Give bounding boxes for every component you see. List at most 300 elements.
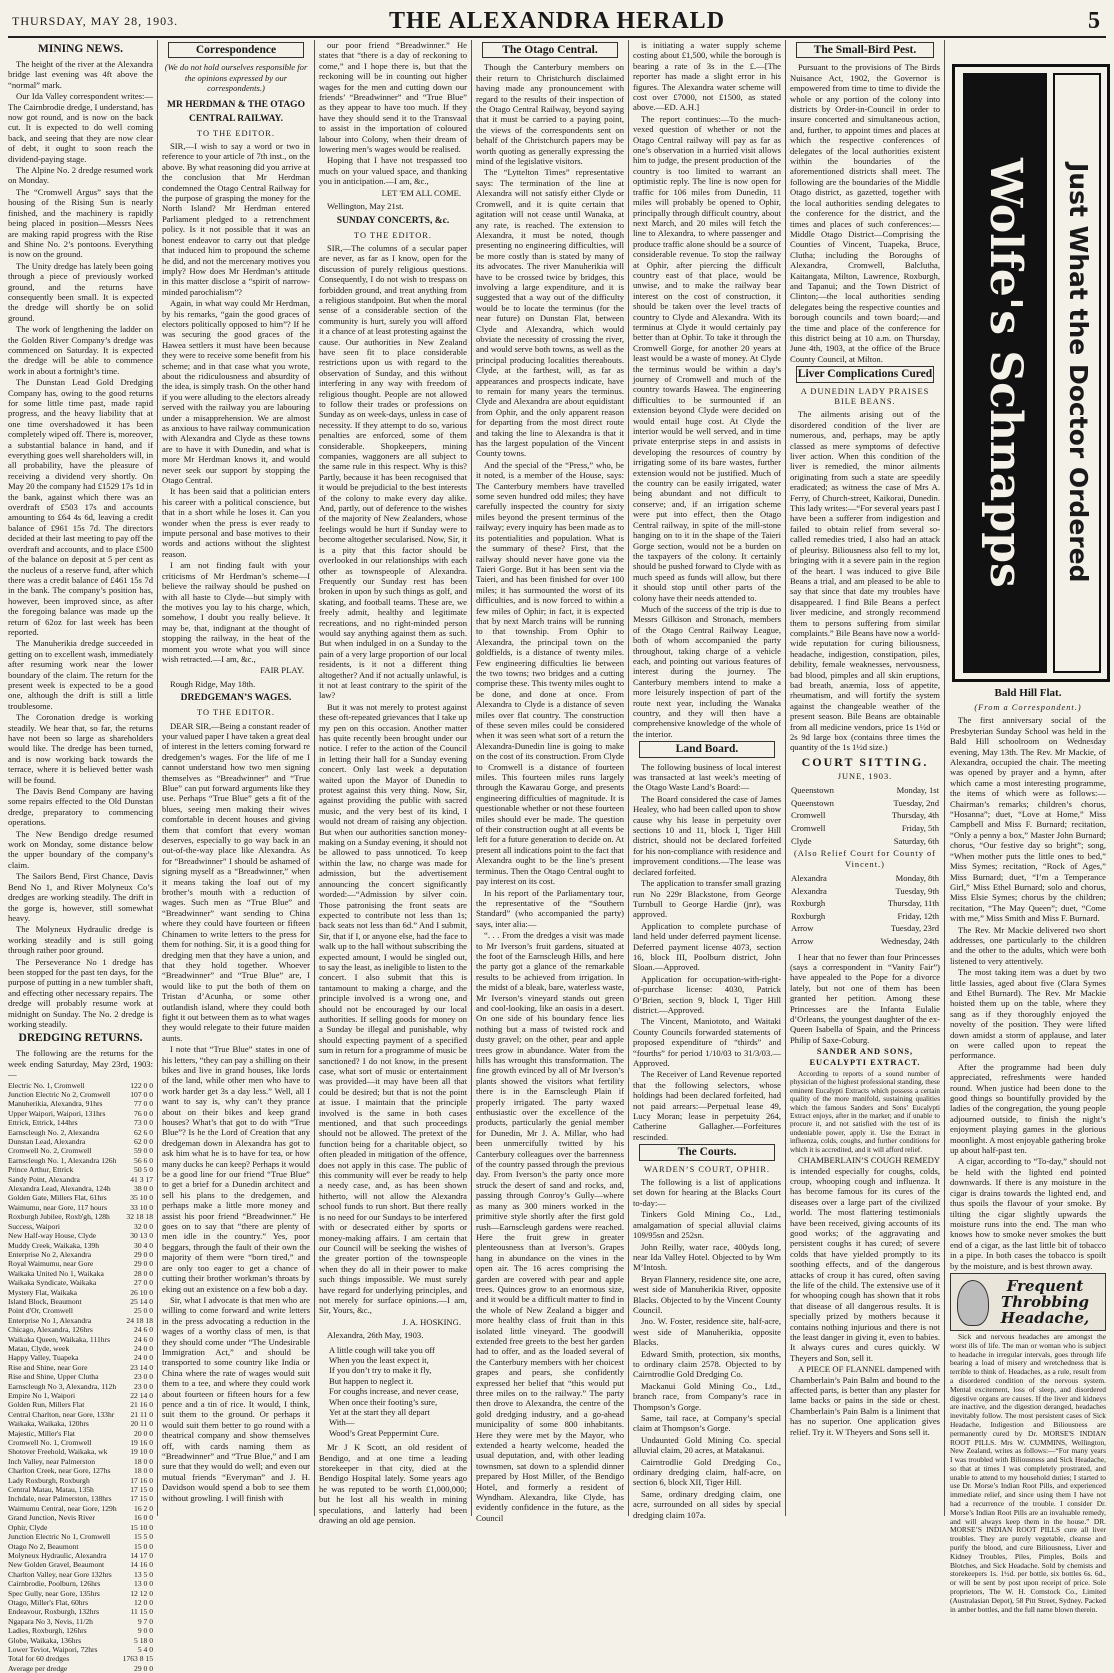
dredge-yield: 15 5 0 (134, 1532, 153, 1542)
dredge-return-row (8, 1570, 153, 1579)
dredge-name: Lower Teviot, Waipori, 72hrs (8, 1644, 98, 1654)
dredge-name: Empire No 1, Waipori (8, 1391, 76, 1400)
letter-paragraph: SIR,—The columns of a secular paper are never, as far as I know, open for the discussion of purely religious questions. Consequently, I do not wish to trespass on forbidden ground, and treat anything from a religious standpoint. But when the moral sense of a considerable section of the community is hurt, surely you will afford it a chance of at least protesting against the cause. Our authorities in New Zealand have seen fit to place considerable restrictions upon us with regard to the observation of Sunday, and this without interfering in any way with freedom of religious thought. People are not allowed to follow their trades or professions on Sunday as on week-days, unless in case of necessity. If they attempt to do so, various penalties are enforced, some of them considerable. Shopkeepers, mining companies, waggoners are all subject to the same rule in this respect. Why is this? Partly, because it has been recognised that it would be prejudicial to the best interests of the colony to make every day alike. And, partly, out of deference to the wishes of the majority of New Zealanders, whose feelings would be hurt if Sunday were to become altogether secularised. Now, Sir, it is a pity that this factor should be overlooked in our relationships with each other as townspeople of Alexandra. Frequently our Sunday rest has been broken in upon by such things as golf, and skating, and football teams. These are, we freely admit, healthy and legitimate recreations, and no right-minded person would say anything against them as such. But when indulged in on a Sunday to the pain of a very large proportion of our local residents, is it not a different thing altogether? And if not actually unlawful, is it not at least contrary to the spirit of the law? (319, 242, 467, 701)
dredge-yield: 38 0 0 (134, 1184, 153, 1194)
court-town: Arrow (791, 923, 814, 934)
dredge-name: Golden Run, Millers Flat (8, 1400, 85, 1410)
otago-central-continued (633, 40, 781, 739)
dredge-return-row (8, 1617, 153, 1626)
newspaper-title: THE ALEXANDRA HERALD (388, 8, 726, 34)
letter-paragraph: Hoping that I have not trespassed too much on your valued space, and thanking you in anticipation.—I am, &c., (319, 155, 467, 187)
court-application: Bryan Flannery, residence site, one acre, west side of Manuherikia River, opposite Blacks. Objected to by the Vincent County Council. (633, 1273, 781, 1315)
court-town: Alexandra (791, 873, 827, 883)
dredge-yield: 62 6 0 (134, 1127, 153, 1137)
returns-total-row (8, 1654, 153, 1663)
dredge-name: Waikaka United No 1, Waikaka (8, 1268, 104, 1278)
letter-paragraph: I note that “True Blue” states in one of his letters, “they can pay a shilling on their bikes and live in grand houses, like lords of the land, while other men who have to work harder get 3s a day less.” Well, all I want to say is, why can’t they prance about on their bikes and keep grand houses? What’s that got to do with “True Blue”? Is he the Lord of Creation that any dredgeman down in Alexandra has got to ask him what he is to have for tea, or how many ducks he can keep? Perhaps it would be a good line for our friend “True Blue” to get a brief for a Dunedin architect and sell his plans to the dredgemen, and perhaps make a little more money and assist his poor friend “Breadwinner.” He goes on to say that “there are plenty of men idle in the country.” Yes, poor beggars, through the fault of their own the majority of them were “born tired,” and are only too eager to get a chance of cutting their brother workman’s throats by eking out an existence on a few bob a day. (162, 1044, 310, 1294)
dredge-name: Earnscleugh No 3, Alexandra, 112h (8, 1381, 117, 1391)
dredge-return-row (8, 1306, 153, 1315)
dredge-return-row (8, 1231, 153, 1240)
dredge-name: Alexandra Lead, Alexandra, 124h (8, 1184, 111, 1194)
dredge-return-row (8, 1212, 153, 1221)
dredge-return-row (8, 1137, 153, 1146)
court-town: Clyde (791, 835, 812, 846)
page-number: 5 (1088, 8, 1100, 34)
dredge-name: Mystery Flat, Waikaka (8, 1287, 78, 1297)
poem-line: When once their footing’s sure, (329, 1396, 438, 1407)
dredge-name: Golden Gate, Millers Flat, 61hrs (8, 1193, 107, 1203)
news-paragraph: The Alpine No. 2 dredge resumed work on Monday. (8, 165, 153, 186)
column-land-board-courts (633, 40, 781, 1520)
letter-paragraph: Again, in what way could Mr Herdman, by his remarks, “gain the good graces of electors politically opposed to him”? If he was securing the good graces of the Hawea settlers it must have been because they were to receive some benefit from his scheme; and in that case what you wrote, about the ridiculousness and absurdity of the idea, is simply trash. On the other hand if you were alluding to the electors already served with the railway you are labouring under a misapprehension. We are almost as anxious to have railway communication with Alexandra and Clyde as these towns are to have it with Dunedin, and what is more Mr Herdman knows it, and would never seek our support by stopping the Otago Central. (162, 298, 310, 486)
court-sitting-month: JUNE, 1903. (837, 771, 893, 781)
dredge-name: Rise and Shine, Upper Clutha (8, 1372, 99, 1382)
dredge-return-row (8, 1494, 153, 1503)
dredge-return-row (8, 1222, 153, 1231)
dredge-name: Waikaka Syndicate, Waikaka (8, 1278, 97, 1288)
court-date: Thursday, 11th (887, 898, 939, 909)
dredge-name: Muddy Creek, Waikaka, 139h (8, 1240, 99, 1250)
dredge-yield: 19 10 0 (130, 1447, 153, 1457)
court-sitting-table-2 (790, 872, 940, 948)
dredge-return-row (8, 1250, 153, 1259)
dredge-name: Central Charlton, near Gore, 133hr (8, 1409, 115, 1419)
court-sitting-table (790, 784, 940, 847)
dredge-name: Charlton Creek, near Gore, 127hs (8, 1466, 111, 1476)
land-board-item: The Receiver of Land Revenue reported that the following selectors, whose holdings had been declared forfeited, had not paid arrears:—Perpetual lease 49, Lucy Moran; lease in perpetuity 264, Catherine Gallagher.—Forfeitures rescinded. (633, 1069, 781, 1142)
letter-paragraph: It has been said that a politician enters his career with a political conscience, but that in a short while he loses it. Can you wonder when the press is ever ready to impute personal and base motives to their words and actions without the slightest reason. (162, 486, 310, 559)
court-sitting-row (790, 822, 940, 835)
dredge-name: Inch Valley, near Palmerston (8, 1456, 96, 1466)
dredge-name: Ngapara No 3, Nevis, 11/2h (8, 1616, 93, 1626)
column-rule (944, 40, 945, 1516)
court-town: Queenstown (791, 785, 834, 796)
dredge-yield: 9 0 0 (137, 1626, 153, 1636)
total-label: Total for 60 dredges (8, 1654, 70, 1664)
dredge-return-row (8, 1457, 153, 1466)
letter-place-date: Wellington, May 21st. (327, 201, 404, 212)
news-paragraph: The Unity dredge has lately been going through a piece of previously worked ground, and the returns have consequently been small. It is expected the dredge will shortly be on solid ground. (8, 260, 153, 323)
dredge-return-row (8, 1636, 153, 1645)
dredge-yield: 56 6 0 (134, 1155, 153, 1165)
schnapps-brand: Wolfe's Schnapps (963, 73, 1047, 673)
dredge-return-row (8, 1542, 153, 1551)
dredge-name: Cromwell No. 1, Cromwell (8, 1438, 92, 1448)
court-application: Same, ordinary dredging claim, one acre, surrounded on all sides by special dredging claim 107a. (633, 1488, 781, 1520)
dredge-return-row (8, 1363, 153, 1372)
dredge-yield: 29 0 0 (134, 1259, 153, 1269)
court-application: Same, tail race, at Company’s special claim at Thompson’s Gorge. (633, 1413, 781, 1434)
dredge-yield: 24 0 0 (134, 1343, 153, 1353)
poem-line: When you the least expect it, (329, 1354, 429, 1365)
court-sitting-row (790, 872, 940, 885)
article-paragraph: “. . . From the dredges a visit was made to Mr Iverson’s fruit gardens, situated at the foot of the Earnscleugh Hills, and here the party got a glance of the remarkable results to be achieved from irrigation. In the midst of a bleak, bare, waterless waste, Mr Iverson’s vineyard stands out green and cool-looking, like an oasis in a desert. On one side of his boundary fence lies nothing but a mass of twisted rock and dusty gravel; on the other, pear and apple trees grow in abundance. Water from the hills has wrought this transformation. The fine growth evinced by all of Mr Iverson’s plants showed the visitors what fertility there is in the Earnscleugh Plain if properly irrigated. The party waxed enthusiastic over the excellence of the products, particularly the genial member for Dunedin, Mr J. A. Millar, who had been unmercifully twitted by his Canterbury colleagues over the barrenness of the country passed through the previous day. From Iverson’s the party once more struck the desert of sand and rocks, and, passing through Conroy’s Gully—where as many as 300 miners worked in the primitive style shortly after the first gold rush—Earnscleugh gardens were reached. Here the fruit grew in greater plenteousness than at Iverson’s. Grapes hang in abundance on the vines in the open air. The 16 acres comprising the garden are covered with pear and apple trees. Quinces grow to an enormous size, and it would be a difficult matter to find in the whole of New Zealand a bigger and more healthy class of fruit than in this isolated little vineyard. The goodwill extended free greets to the best her garden had to offer, and as the loaded several of the Canterbury members with her choicest grapes and pears, she confidently expressed her belief that “this would put three miles on to the railway.” The party then drove to Alexandra, the centre of the gold dredging industry, and a go-ahead municipality of some 800 inhabitants. Here they were met by the Mayor, who extended a hearty welcome, headed the usual deputation, and, with other leading townsmen, sat down to a splendid dinner prepared by Host Miller, of the Bendigo Hotel, and formerly a resident of Wyndham. Alexandra, like Clyde, has evidently confidence in the future, as the Council (476, 930, 624, 1523)
court-application: Jno. W. Foster, residence site, half-acre, west side of Manuherikia, opposite Blacks. (633, 1316, 781, 1348)
news-paragraph: The work of lengthening the ladder on the Golden River Company’s dredge was commenced on Saturday. It is expected the dredge will be able to commence work in about a fortnight’s time. (8, 324, 153, 376)
poem-line: With— (329, 1417, 355, 1428)
court-date: Friday, 5th (901, 823, 939, 833)
dredge-return-row (8, 1410, 153, 1419)
dredge-return-row (8, 1335, 153, 1344)
article-paragraph: A cigar, according to “To-day,” should not be held with the lighted end pointed downwards. If there is any moisture in the cigar is drains towards the lighted end, and thus spoils the flavour of your smoke. By tilting the cigar slightly upwards the moisture runs into the end. The man who knows how to smoke never smokes the butt end of a cigar, as the last little bit of tobacco in a pipe. In both cases the tobacco is spoilt by the moisture, and is best thrown away. (950, 1156, 1106, 1271)
article-paragraph: The Rev. Mr Mackie delivered two short addresses, one particularly to the children and the other to the adults, which were both listened to very attentively. (950, 924, 1106, 966)
masthead (8, 6, 1106, 38)
dredge-name: Otago, Miller's Flat, 60hrs (8, 1597, 89, 1607)
dredge-yield: 23 0 0 (134, 1381, 153, 1391)
news-paragraph: The Dunstan Lead Gold Dredging Company has, owing to the good returns for some little time past, made rapid progress, and the heavy liability that at one time overshadowed it has been completely wiped off. There is, moreover, a substantial balance in hand, and if everything goes well shareholders will, in all probability, have the pleasure of receiving a dividend very shortly. On May 20 the company had £1529 17s 1d in the bank, against which there was an overdraft of £503 17s and accounts amounting to £64 4s 6d, leaving a credit balance of £961 15s 7d. The directors decided at their last meeting to pay off the overdraft and accounts, and to place £500 of the balance on deposit at 5 per cent as the nucleus of a reserve fund, after which there was a credit balance of £461 15s 7d in the bank. The company’s position has, however, been improved since, as after the foregoing balance was made up the return of 62oz for last week has been reported. (8, 377, 153, 637)
dredge-name: Endeavour, Roxburgh, 132hrs (8, 1607, 100, 1617)
dredge-return-row (8, 1297, 153, 1306)
dredge-name: Cromwell No. 2, Cromwell (8, 1146, 92, 1156)
dredge-return-row (8, 1598, 153, 1607)
letter-paragraph: our poor friend “Breadwinner.” He states that “there is a day of reckoning to come,” and I hope there is, but that the reckoning will be in counting out higher wages for the men and cutting down our friends’ “Breadwinner” and “True Blue” as they appear to have too much. If they have they should send it to the Transvaal to assist in the importation of coloured labour into Colony, when their dream of lowering men’s wages would be realised. (319, 40, 467, 155)
dredge-name: Island Block, Beaumont (8, 1296, 82, 1306)
dredge-return-row (8, 1128, 153, 1137)
letter-herdman-heading: MR HERDMAN & THE OTAGO CENTRAL RAILWAY. (167, 99, 305, 124)
court-date: Thursday, 4th (891, 810, 939, 821)
column-correspondence (162, 40, 310, 1516)
dredge-return-row (8, 1259, 153, 1268)
letter-paragraph: DEAR SIR,—Being a constant reader of your valued paper I have taken a great deal of interest in the letters coming forward re dredgemen’s wages. For the life of me I cannot understand how two men signing themselves as “Breadwinner” and “True Blue” can put forward arguments like they use. Perhaps “True Blue” gets a fit of the blues, seeing men making their wives comfortable in decent houses and giving them that comfort that every woman deserves, especially to go way back in an out-of-the-way place like Alexandra. As for “Breadwinner” I should be ashamed of signing myself as a “Breadwinner,” when it means taking the loaf out of my brother’s mouth with a reduction of wages. Such men as “True Blue” and “Breadwinner” want sending to China where they could have fourteen or fifteen Chinamen to write letters to the press for them for nothing. Sir, it is a good thing for dredging men that they have a union, and that they hold together. Whoever “Breadwinner” and “True Blue” are, I would like to put the both of them on Tristan d’Acunha, or some other outlandish island, where they could both fight it out between them as to what wages they would relegate to their future maiden aunts. (162, 720, 310, 1043)
dredge-yield: 41 3 17 (130, 1174, 153, 1184)
small-bird-pest-heading: The Small-Bird Pest. (796, 42, 934, 58)
dredge-return-row (8, 1288, 153, 1297)
letter-paragraph: Sir, what I advocate is that men who are willing to come forward and write letters in the press advocating a reduction in the wages of a worthy class of men, is that they should come under “The Undesirable Immigration Act,” and should be transported to some country like India or China where the rate of wages would suit them to a tee, and where they could work about fourteen or fifteen hours for a few pence and a tin of rice. It would, I think, suit them to the ground. Or perhaps it would suit them better to go round with a theatrical company and show themselves off, with cards naming them as “Breadwinner” and “True Blue,” and I am sure that they would do well; and even our mutual friends “Everyman” and J. H. Davidson would spend a bob to see them without growling. I will finish with (162, 1294, 310, 1503)
to-the-editor: TO THE EDITOR. (197, 708, 275, 718)
land-board-item: Application to complete purchase of land held under deferred payment license. Deferred payment license 4073, section 16, block III, Poolburn district, John Sloan.—Approved. (633, 920, 781, 973)
dredge-name: Ladies, Roxburgh, 126hrs (8, 1626, 87, 1636)
court-date: Monday, 1st (896, 785, 939, 796)
otago-central-heading: The Otago Central. (482, 42, 618, 58)
dredge-return-row (8, 1391, 153, 1400)
dredge-yield: 76 0 0 (134, 1108, 153, 1118)
dredge-yield: 21 11 0 (130, 1409, 153, 1419)
news-paragraph: Our Ida Valley correspondent writes:—The Cairnbrodie dredge, I understand, has now got round, and is now on the back cut. It is expected to do well coming back, and seeing that they are now clear of debt, it ought to soon reach the dividend-paying stage. (8, 91, 153, 164)
dredge-yield: 27 0 0 (134, 1278, 153, 1288)
bald-hill-flat-heading: Bald Hill Flat. (994, 687, 1062, 699)
average-label: Average per dredge (8, 1663, 68, 1673)
dredge-yield: 13 5 0 (134, 1569, 153, 1579)
dredging-returns-heading: DREDGING RETURNS. (18, 1032, 143, 1045)
dredge-yield: 24 18 18 (126, 1315, 153, 1325)
news-paragraph: The Molyneux Hydraulic dredge is working steadily and is still going through rather poor ground. (8, 924, 153, 956)
court-sitting-row (790, 910, 940, 923)
column-bald-hill-flat (950, 684, 1106, 1614)
land-board-item: The application to transfer small grazing run No 229r Blackstone, from George Turnbull to George Hardie (jnr), was approved. (633, 878, 781, 920)
liver-complications-heading: Liver Complications Cured (796, 366, 934, 382)
dredge-yield: 17 15 0 (130, 1494, 153, 1504)
article-paragraph: After the programme had been duly appreciated, refreshments were handed round. When justice had been done to the good things so bountifully provided by the ladies of the congregation, the young people adjourned outside, to finish the night’s enjoyment playing games in the glorious moonlight. A most enjoyable gathering broke up about half-past ten. (950, 1061, 1106, 1156)
sanders-advert: According to reports of a sound number of physician of the highest professional standing, these eminent Eucalypti Extracts which possess a certain quality of the more manifold, sustaining qualities which the famous Sanders and Sons’ Eucalypti Extract enjoys, after in the market; and if unable to procure it, and not satisfied with the test of its undeniable power, apply it. Use the Extract in influenza, colds, coughs, and further conditions for which it is accredited, and it will afford relief. (790, 1070, 940, 1154)
court-town: Roxburgh (791, 898, 826, 909)
column-mining-news (8, 40, 153, 1673)
dredge-yield: 13 0 0 (134, 1579, 153, 1589)
letter-signature: LET 'EM ALL COME. (381, 187, 461, 198)
land-board-item: The Vincent, Maniototo, and Waitaki County Councils forwarded statements of proposed expenditure of “thirds” and “fourths” for period 1/10/03 to 31/3/03.—Approved. (633, 1016, 781, 1068)
news-paragraph: The Manuherikia dredge succeeded in getting on to excellent wash, immediately after resuming work near the lower boundary of the claim. The return for the present week is expected to be a good one, although the drift is still a little troublesome. (8, 638, 153, 711)
court-application: Cairntrodlie Gold Dredging Co., ordinary dredging claim, half-acre, on section 6, block XII, Tiger Hill. (633, 1456, 781, 1488)
letter-paragraph: But it was not merely to protest against these oft-repeated grievances that I take up my pen on this occasion. Another matter has quite recently been brought under our notice. I refer to the action of the Council in letting their hall for a Sunday evening concert. Only last week a deputation waited upon the Mayor of Dunedin to protest against this very thing. Now, Sir, against providing the public with sacred music, and the very best of its kind, I would not dream of raising any objection. But when our authorities sanction money-making on a Sunday evening, it should not be allowed to pass unnoticed. To keep within the law, no charge was made for admission, but the advertisement announcing the concert significantly worded:—“Admission by silver coin. Those patronising the front seats are expected to contribute not less than 1s; back seats not less than 6d.” And I submit, Sir, that if I, or anyone else, had the face to walk up to the hall without subscribing the expected amount, I would be singled out, to say the least, as ineligible to listen to the concert. I also submit that this is tantamount to making a charge, and the principle involved is a wrong one, and should not be encouraged by our local authorities. If selling goods for money on a Sunday be illegal and punishable, why should expecting payment of a specified sum in return for a programme of music be sanctioned? I do not know, in the present case, what sort of music or entertainment was provided—it may have been all that could be desired; but that is not the point at issue. I maintain that the principle involved is the same in both cases mentioned, and that such proceedings should not be allowed. The pretext of the function being for a charitable object, so often pleaded in mitigation of the offence, does not apply in this case. The public of this community will ever be ready to help a needy case, and, as has been shown hitherto, will not allow the Alexandra school funds to run short. But there really is no need for our Sundays to be interfered with or desecrated either by sports or money-making affairs. I am certain that our Council will be seeking the wishes of the greater portion of the townspeople when they do all in their power to make such things impossible. We must surely have regard for underlying principles, and not merely for surface opinions.—I am, Sir, Yours, &c., (319, 701, 467, 1316)
dredge-return-row (8, 1193, 153, 1202)
court-sitting-row (790, 922, 940, 935)
column-rule (628, 40, 629, 1516)
dredge-name: Earnscleugh No. 1, Alexandra 126h (8, 1155, 117, 1165)
court-town: Cromwell (791, 810, 826, 821)
dredge-return-row (8, 1645, 153, 1654)
dredge-name: Inchdale, near Palmerston, 138hrs (8, 1494, 112, 1504)
dredge-name: Chicago, Alexandra, 126hrs (8, 1325, 93, 1335)
court-date: Tuesday, 2nd (893, 797, 939, 808)
court-application: Edward Smith, protection, six months, to ordinary claim 2578. Objected to by Cairntrodlie Gold Dredging Co. (633, 1348, 781, 1380)
bile-beans-subheading: A DUNEDIN LADY PRAISES BILE BEANS. (800, 386, 930, 406)
dredge-yield: 26 10 0 (130, 1287, 153, 1297)
letter-paragraph: I am not finding fault with your criticisms of Mr Herdman’s scheme—I believe the railway should be pushed on with all haste to Clyde—but simply with the motives you lay to his charge, which, somehow, I doubt you really believe. It may be, that, indignant at the thought of stopping the railway, in the heat of the moment you wrote what you will since wish retracted.—I am, &c., (162, 560, 310, 664)
dredge-yield: 32 18 18 (126, 1212, 153, 1222)
headache-sufferer-illustration (957, 1280, 989, 1326)
wardens-court-subheading: WARDEN’S COURT, OPHIR. (643, 1164, 771, 1174)
dredge-yield: 5 4 0 (137, 1644, 153, 1654)
otago-central-body (476, 62, 624, 1523)
dredge-yield: 24 6 0 (134, 1334, 153, 1344)
court-application: The following is a list of applications set down for hearing at the Blacks Court to-day:— (633, 1177, 781, 1208)
dredge-return-row (8, 1447, 153, 1456)
dredge-return-row (8, 1269, 153, 1278)
court-sitting-row (790, 835, 940, 848)
correspondence-heading: Correspondence (168, 42, 304, 58)
court-date: Wednesday, 24th (880, 935, 939, 946)
dredge-name: Royal Waimumu, near Gore (8, 1259, 94, 1269)
dredge-return-row (8, 1344, 153, 1353)
headache-advert-title: Frequent Throbbing Headache, (1000, 1276, 1090, 1327)
advert-paragraph: The ailments arising out of the disordered condition of the liver are numerous, and, perhaps, may be aptly classed as mere symptoms of defective liver action. When this condition of the liver is remedied, the minor ailments originating from such a state are speedily eradicated; as witness the case of Mrs A. Ferry, of Church-street, Kaikorai, Dunedin. This lady writes:—“For several years past I have been a sufferer from indigestion and failed to obtain relief from several so-called remedies tried, I also had an attack of pleurisy. Biliousness also fell to my lot, bringing with it a severe pain in the region of the heart. I was induced to give Bile Beans a trial, and am pleased to be able to say that since that date my troubles have disappeared. I find Bile Beans a perfect liver medicine, and strongly recommend them to persons suffering from similar complaints.” Bile Beans have now a world-wide reputation for curing biliousness, headache, indigestion, constipation, piles, debility, female weaknesses, nervousness, bad blood, pimples and all skin eruptions, bad breath, anæmia, loss of appetite, rheumatism, and will fortify the system against the changeable weather of the present season. Bile Beans are obtainable from all medicine vendors, price 1s 1½d or 2s 9d large box (contains three times the quantity of the 1s 1½d size.) (790, 409, 940, 753)
dredge-return-row (8, 1156, 153, 1165)
dredge-yield: 20 11 0 (130, 1419, 153, 1429)
article-paragraph: The most taking item was a duet by two little lassies, aged about five (Clara Symes and Ethel Burnard). The Rev. Mr Mackie hoisted them up on the table, where they sang as if they thoroughly enjoyed the novelty of the position. They were lifted down amidst a storm of applause, and later on were called upon to repeat the performance. (950, 967, 1106, 1061)
dredge-yield: 28 0 0 (134, 1268, 153, 1278)
issue-date: THURSDAY, MAY 28, 1903. (12, 14, 179, 28)
dredge-yield: 29 0 0 (134, 1249, 153, 1259)
court-date: Friday, 12th (897, 910, 939, 921)
dredge-return-row (8, 1203, 153, 1212)
article-paragraph: In his report of the Parliamentary tour, the representative of the “Southern Standard” (who accompanied the party) says, inter alia:— (476, 887, 624, 929)
dredge-yield: 59 0 0 (134, 1146, 153, 1156)
dredge-return-row (8, 1325, 153, 1334)
poem-line: If you don’t try to make it fly, (329, 1365, 432, 1376)
court-application: Tinkers Gold Mining Co., Ltd., amalgamation of special alluvial claims 109/95sn and 252sn. (633, 1209, 781, 1241)
poem-line: Wood’s Great Peppermint Cure. (329, 1427, 440, 1438)
article-paragraph: The report continues:—To the much-vexed question of whether or not the Otago Central railway will pay as far as one’s observation in a hurried visit allows him to judge, the present production of the country is too limited to warrant an optimistic reply. The line is now open for traffic for 106 miles from Dunedin, 11 miles will probably be opened to Ophir, principally through difficult country, about next March, and 20 miles will fetch the line to Alexandra, to where passenger and produce traffic alone should be a source of considerable revenue. To stop the railway at Ophir, after piercing the difficult country east of that place, would be unwise, and to make the railway bear interest on the cost of construction, it should be taken over the level tracts of country to Clyde and Alexandra. With its terminus at Clyde it would certainly pay better than at Ophir. To take it through the Cromwell Gorge, for another 20 years at least would be a waste of money. At Clyde the terminus would be within a day’s journey of Cromwell and much of the country towards Hawea. The engineering difficulties to be surmounted if an extension beyond Clyde were decided on would entail huge cost. At Clyde the interior would be well served, and in time private enterprise steps in and assists in developing the resources of country by irrigating some of its bare wastes, further extension would not be justified. Much of the country can be easily irrigated, water being abundant and not difficult to conserve; and, if an irrigation scheme were put into effect, then the Otago Central railway, in spite of the mill-stone hanging on to it in the shape of the Taieri Gorge section, would not be a burden on the taxpayers of the colony. It certainly should be pushed forward to Clyde with as much speed as funds will allow, but there it should stop until other parts of the colony have their needs attended to. (633, 113, 781, 603)
dredge-name: Spec Gully, near Gore, 135hrs (8, 1588, 100, 1598)
court-sitting-row (790, 935, 940, 948)
dredge-name: Charlton Valley, near Gore 132hrs (8, 1569, 112, 1579)
dredge-name: Majestic, Miller's Flat (8, 1428, 75, 1438)
dredge-return-row (8, 1513, 153, 1522)
dredge-yield: 107 0 0 (130, 1090, 153, 1099)
courts-body (633, 1177, 781, 1520)
dredge-yield: 23 0 0 (134, 1372, 153, 1382)
letter-paragraph: SIR,—I wish to say a word or two in reference to your article of 7th inst., on the above. By what reasoning did you arrive at the conclusion that Mr Herdman condemned the Otago Central Railway for the purpose of grasping the money for the North Island? Mr Herdman entered Parliament pledged to a retrenchment policy. Is it not possible that it was an honest endeavor to carry out that pledge that induced him to propound the scheme he did, and not the mercenary motives you imply? How does Mr Herdman’s attitude in this matter disclose a “spirit of narrow-minded parochialism”? (162, 141, 310, 297)
dredge-return-row (8, 1419, 153, 1428)
court-town: Arrow (791, 935, 814, 946)
dredge-return-row (8, 1241, 153, 1250)
court-sitting-row (790, 809, 940, 822)
dredge-name: Matau, Clyde, week (8, 1343, 70, 1353)
letter-place-date: Alexandra, 26th May, 1903. (327, 1330, 424, 1341)
schnapps-slogan: Just What the Doctor Ordered (1053, 73, 1101, 673)
dredge-return-row (8, 1109, 153, 1118)
dredge-return-row (8, 1607, 153, 1616)
dredge-name: Central Matau, Matau, 135h (8, 1485, 94, 1495)
dredge-name: New Half-way House, Clyde (8, 1231, 97, 1241)
court-town: Cromwell (791, 823, 826, 833)
dredge-return-row (8, 1589, 153, 1598)
dredge-name: Enterprise No 1, Alexandra (8, 1315, 92, 1325)
article-paragraph: And the special of the “Press,” who, be it noted, is a member of the House, says: The Canterbury members have travelled some seven hundred odd miles; they have carefully inspected the country for sixty miles beyond the present terminus of the railway; every inquiry has been made as to its potentialities and population. What is the summary of these? First, that the railway should never have gone via the Taieri Gorge. But it has been sent via the Taieri, and has been finished for over 100 miles; it has surmounted the worst of its difficulties, and is now forced to within a few miles of Ophir; in fact, it is expected that by next March trains will be running to that township. From Ophir to Alexandra, the principal town on the goldfields, is a distance of twenty miles. Few engineering difficulties lie between the two towns; two bridges and a cutting comprise these. This twenty miles ought to be done, and done at once. From Alexandra to Clyde is a distance of seven miles over flat country. The construction of these seven miles could be considered when it was seen what sort of a return the Alexandra-Dunedin line is going to make on the cost of its construction. From Clyde to Cromwell is a distance of fourteen miles. This fourteen miles runs largely through the Kawarau Gorge, and presents engineering difficulties of magnitude. It is questionable whether or not these fourteen miles should ever be made. The question of their construction ought at all events be left for a future generation to decide on. At present all indications point to the fact that Alexandra ought to be the line’s present terminus. Then the Otago Central ought to pay interest on its cost. (476, 459, 624, 887)
correspondence-disclaimer: (We do not hold ourselves responsible for the opinions expressed by our correspondents.) (164, 62, 308, 94)
column-rule (157, 40, 158, 1516)
dredge-yield: 22 14 0 (130, 1391, 153, 1400)
dredge-name: Sandy Point, Alexandra (8, 1174, 80, 1184)
dredge-name: Junction Electric No 1, Cromwell (8, 1532, 111, 1542)
court-sitting-row (790, 885, 940, 898)
dredge-yield: 20 0 0 (134, 1428, 153, 1438)
peppermint-cure-advert (329, 1345, 467, 1439)
court-application: John Reilly, water race, 400yds long, near Ida Valley Hotel. Objected to by Wm M’Intosh. (633, 1241, 781, 1273)
bile-beans-advert (790, 409, 940, 752)
column-rule (471, 40, 472, 1516)
sanders-heading: SANDER AND SONS, EUCALYPTI EXTRACT. (809, 1047, 921, 1067)
court-town: Queenstown (791, 797, 834, 808)
news-paragraph: The “Cromwell Argus” says that the housing of the Rising Sun is nearly finished, and the machinery is rapidly being placed in position—Messrs Nees are making rapid progress with the Rise and Shine No. 2’s pontoons. Everything is now on the ground. (8, 186, 153, 260)
dredge-yield: 30 4 0 (134, 1240, 153, 1250)
article-paragraph: is initiating a water supply scheme costing about £1,500, while the borough is bearing a rate of 3s in the £.—[The reporter has made a slight error in his figures. The Alexandra water scheme will cost over £7000, not £1500, as stated above.—ED. A.H.] (633, 40, 781, 113)
article-paragraph: The first anniversary social of the Presbyterian Sunday School was held in the Bald Hill schoolroom on Wednesday evening, May 13th. The Rev. Mr Mackie, of Alexandra, occupied the chair. The meeting was opened by prayer and a hymn, after which came a most interesting programme, the items of which were as follows:—Chairman’s remarks; children’s chorus, “Hosanna”; duet, “Love at Home,” Miss Campbell and Miss F. Burnard; recitation, “Only a penny a box,” Master John Burnard; chorus, “Our festive day so bright”; song, “When mother puts the little ones to bed,” Miss Symes; recitation, “Rock of Ages,” Miss Burnard; duet, “I’m a Temperance Girl,” Miss Ethel Burnard; solo and chorus, Miss Elsie Symes; chorus by the children; recitation, “The May Queen”; duet, “Come with me,” Miss Smith and Miss F. Burnard. (950, 715, 1106, 924)
dredge-name: Shotover Freehold, Waikaka, wk (8, 1447, 108, 1457)
court-sitting-row (790, 897, 940, 910)
dredge-yield: 14 16 0 (130, 1560, 153, 1570)
column-letters-continued (319, 40, 467, 1526)
dredge-name: Waikaka Queen, Waikaka, 111hrs (8, 1334, 111, 1344)
dredge-yield: 23 14 0 (130, 1362, 153, 1372)
dredge-name: Junction Electric No 2, Cromwell (8, 1090, 111, 1099)
bendigo-obituary: Mr J K Scott, an old resident of Bendigo, and at one time a leading storekeeper in that city, died at the Bendigo Hospital lately. Some years ago he was reputed to be worth £1,000,000; but he lost all his wealth in mining speculations, and latterly had been drawing an old age pension. (319, 1442, 467, 1526)
court-sitting-row (790, 797, 940, 810)
dredge-return-row (8, 1438, 153, 1447)
bald-hill-flat-body (950, 715, 1106, 1271)
dredge-name: Enterprise No 2, Alexandra (8, 1249, 92, 1259)
dredge-yield: 14 17 0 (130, 1550, 153, 1560)
dredge-yield: 25 0 0 (134, 1306, 153, 1316)
dredge-name: Success, Waipori (8, 1221, 60, 1231)
total-value: 1763 8 15 (122, 1654, 153, 1664)
dredge-name: Earnscleugh No. 2, Alexandra (8, 1127, 100, 1137)
dredge-yield: 9 7 0 (137, 1616, 153, 1626)
dredge-return-row (8, 1081, 153, 1090)
land-board-item: The Board considered the case of James Healey, who had been called upon to show cause why his lease in perpetuity over sections 10 and 11, block I, Tiger Hill district, should not be declared forfeited for his non-compliance with residence and improvement conditions.—The lease was declared forfeited. (633, 793, 781, 877)
dredge-name: Dunstan Lead, Alexandra (8, 1137, 86, 1147)
dredge-yield: 50 5 0 (134, 1165, 153, 1175)
dredge-name: Happy Valley, Tuapeka (8, 1353, 79, 1363)
dredge-return-row (8, 1099, 153, 1108)
letter-sunday-concerts-heading: SUNDAY CONCERTS, &c. (336, 215, 450, 226)
news-paragraph: The Coronation dredge is working steadily. We hear that, so far, the returns have not been so large as shareholders would like. The dredge has been turned, and is now working back towards the terrace, where it is believed better wash will be found. (8, 712, 153, 785)
dredge-yield: 5 18 0 (134, 1635, 153, 1645)
column-otago-central (476, 40, 624, 1523)
court-date: Saturday, 6th (893, 835, 939, 846)
dredge-return-row (8, 1551, 153, 1560)
dredge-yield: 122 0 0 (130, 1080, 153, 1090)
dredge-return-row (8, 1165, 153, 1174)
mining-news-heading: MINING NEWS. (38, 43, 123, 55)
dredge-return-row (8, 1090, 153, 1099)
dredge-yield: 15 0 0 (134, 1541, 153, 1551)
court-date: Tuesday, 9th (895, 885, 939, 896)
court-sitting-row (790, 784, 940, 797)
dredge-return-row (8, 1278, 153, 1287)
dredge-name: Rise and Shine, near Gore (8, 1362, 88, 1372)
indian-root-pills-advert: Sick and nervous headaches are amongst the worst ills of life. The man or woman who is subject to headache in irregular intervals, goes through life bearing a load of misery and wretchedness that is terrible to think of. Headaches, as a rule, result from a disordered condition of the nervous system. Mental excitement, loss of sleep, and disordered digestive organs are causes. If the liver and kidneys are inactive, and the digestion deranged, headaches inevitably follow. The most persistent cases of Sick Headache, Indigestion and Biliousness are permanently cured by Dr. MORSE'S INDIAN ROOT PILLS. Mrs W. CUMMINS, Wellington, New Zealand, writes as follows:—“For many years I was troubled with Biliousness and Sick Headache, so that at times I was completely prostrated, and unable to attend to my household duties; I started to use Dr. Morse’s Indian Root Pills, and experienced immediate relief, and since using them I have not had a recurrence of the trouble. I consider Dr. Morse’s Indian Root Pills are an invaluable remedy, and will always keep them in the house.” DR. MORSE’S INDIAN ROOT PILLS cure all liver troubles. They are purely vegetable, cleanse and purify the blood, and cure Biliousness, Liver and Kidney Troubles, Piles, Pimples, Boils and Blotches, and Sick Headache. Sold by chemists and storekeepers 1s. 1½d. per bottle, six bottles 6s. 6d., or will be sent by post upon receipt of price. Sole proprietors, The W. H. Comstock Co., Limited (Australasian Depot), 58 Pitt Street, Sydney. Packed in amber bottles, and the full name blown therein. (950, 1331, 1106, 1614)
dredge-yield: 21 16 0 (130, 1400, 153, 1410)
dredge-name: Electric No. 1, Cromwell (8, 1080, 85, 1090)
dredge-yield: 17 15 0 (130, 1485, 153, 1495)
dredge-yield: 25 14 0 (130, 1296, 153, 1306)
dredge-name: Otago No 2, Beaumont (8, 1541, 79, 1551)
dredge-name: New Golden Gravel, Beaumont (8, 1560, 105, 1570)
bald-hill-flat-byline: (From a Correspondent.) (974, 703, 1082, 712)
to-the-editor: TO THE EDITOR. (197, 128, 275, 138)
dredge-return-row (8, 1382, 153, 1391)
land-board-item: The following business of local interest was transacted at last week’s meeting of the Otago Waste Land’s Board:— (633, 761, 781, 793)
letter-place-date: Rough Ridge, May 18th. (170, 678, 256, 689)
dredge-return-row (8, 1316, 153, 1325)
letter-sunday-concerts-body (319, 243, 467, 1316)
dredge-return-row (8, 1626, 153, 1635)
column-small-bird-pest (790, 40, 940, 1516)
dredge-yield: 18 0 0 (134, 1466, 153, 1476)
dredge-yield: 62 0 0 (134, 1137, 153, 1147)
dredge-return-row (8, 1504, 153, 1513)
returns-intro: The following are the returns for the week ending Saturday, May 23rd, 1903:— (8, 1048, 153, 1080)
dredge-yield: 11 15 0 (130, 1607, 153, 1617)
dredge-yield: 77 0 0 (134, 1099, 153, 1109)
poem-line: For coughs increase, and never cease, (329, 1386, 459, 1397)
dredge-return-row (8, 1579, 153, 1588)
dredge-yield: 32 0 0 (134, 1221, 153, 1231)
dredge-yield: 24 0 0 (134, 1353, 153, 1363)
land-board-heading: Land Board. (639, 741, 775, 757)
pain-balm-advert: A PIECE OF FLANNEL dampened with Chamberlain’s Pain Balm and bound to the affected parts, is better than any plaster for lame backs or pains in the side or chest. Chamberlain’s Pain Balm is a liniment that has no superior. One application gives relief. Try it. W Theyers and Sons sell it. (790, 1364, 940, 1437)
dredge-yield: 15 10 0 (130, 1522, 153, 1532)
dredge-yield: 24 6 0 (134, 1325, 153, 1335)
to-the-editor: TO THE EDITOR. (354, 230, 432, 240)
court-town: Alexandra (791, 885, 827, 896)
dredge-name: Manuherikia, Alexandra, 91hrs (8, 1099, 103, 1109)
princesses-item: I hear that no fewer than four Princesses (says a correspondent in “Vanity Fair”) have appealed to the Pope for a divorce lately, but not one of them has been granted her petition. Among these Princesses are the Infanta Eulalie d’Orleans, the youngest daughter of the ex-Queen Isabella of Spain, and the Princess Philip of Saxe-Coburg. (790, 951, 940, 1045)
article-paragraph: Much of the success of the trip is due to Messrs Gilkison and Stronach, members of the Otago Central Railway League, both of whom accompanied the party throughout, taking charge of a vehicle each, and pointing out various features of interest during the journey. The Canterbury members intend to make a more leisurely inspection of part of the route next year, including the Wanaka country, and they will then have a comprehensive knowledge of the whole of the interior. (633, 603, 781, 739)
dredge-return-row (8, 1466, 153, 1475)
column-rule (314, 40, 315, 1516)
dredge-return-row (8, 1523, 153, 1532)
court-sitting-heading: COURT SITTING. (801, 754, 929, 769)
dredge-return-row (8, 1400, 153, 1409)
dredge-yield: 73 0 0 (134, 1118, 153, 1128)
dredge-name: Ophir, Clyde (8, 1522, 48, 1532)
dredge-yield: 35 10 0 (130, 1193, 153, 1203)
poem-line: Yet at the start they all depart (329, 1407, 430, 1417)
dredge-yield: 12 12 0 (130, 1588, 153, 1598)
dredge-yield: 30 13 0 (130, 1231, 153, 1241)
dredge-name: Waikaka, Waikaka, 120hrs (8, 1419, 89, 1429)
